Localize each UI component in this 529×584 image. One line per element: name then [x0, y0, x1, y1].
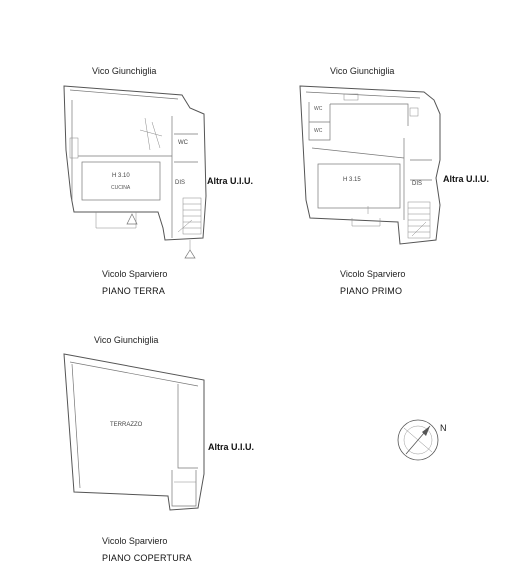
room-height-label: H 3.10 — [112, 173, 130, 179]
street-label-bottom: Vicolo Sparviero — [102, 269, 168, 279]
room-label-dis: DIS — [412, 181, 423, 187]
floor-title: PIANO COPERTURA — [102, 553, 192, 563]
street-label-top: Vico Giunchiglia — [94, 335, 159, 345]
room-label-wc: WC — [314, 128, 323, 134]
roof-plan — [64, 354, 204, 510]
neighbor-unit-label: Altra U.I.U. — [443, 174, 490, 184]
room-label-terrace: TERRAZZO — [110, 422, 143, 428]
room-label-kitchen: CUCINA — [111, 185, 131, 191]
north-label: N — [440, 423, 447, 433]
street-label-top: Vico Giunchiglia — [330, 66, 395, 76]
north-compass — [398, 420, 438, 460]
neighbor-unit-label: Altra U.I.U. — [207, 176, 254, 186]
floor-title: PIANO TERRA — [102, 286, 166, 296]
floor-title: PIANO PRIMO — [340, 286, 403, 296]
ground-floor-plan — [64, 86, 206, 258]
room-label-wc: WC — [314, 106, 323, 112]
room-label-dis: DIS — [175, 180, 186, 186]
room-label-wc: WC — [178, 140, 188, 146]
street-label-bottom: Vicolo Sparviero — [340, 269, 406, 279]
street-label-top: Vico Giunchiglia — [92, 66, 157, 76]
street-label-bottom: Vicolo Sparviero — [102, 536, 168, 546]
room-height-label: H 3.15 — [343, 177, 361, 183]
neighbor-unit-label: Altra U.I.U. — [208, 442, 255, 452]
